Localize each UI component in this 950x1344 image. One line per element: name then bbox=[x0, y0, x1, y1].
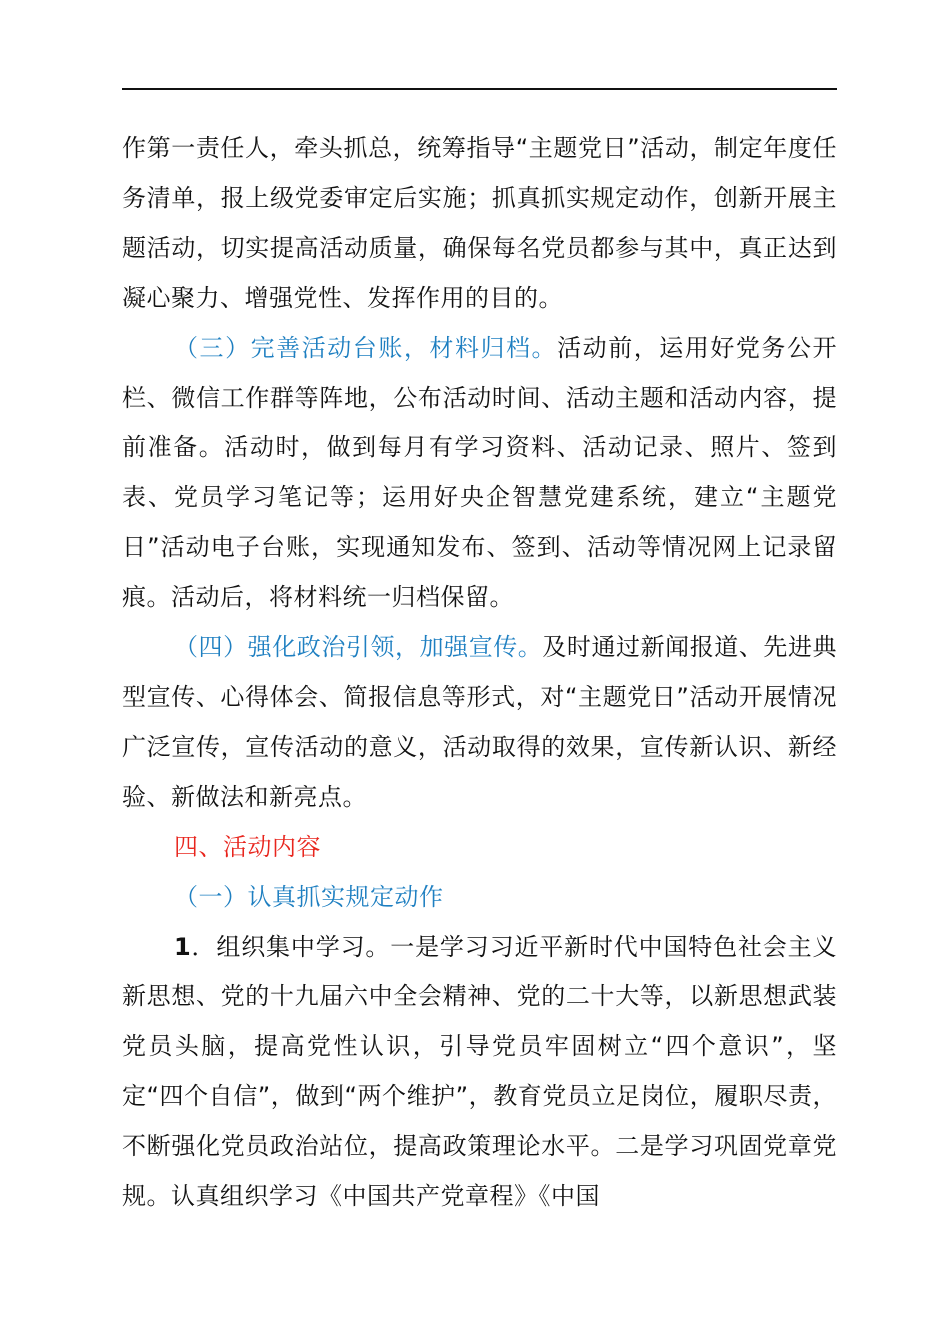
paragraph-centralized-study-text: ．组织集中学习。一是学习习近平新时代中国特色社会主义新思想、党的十九届六中全会精神、党的二十大等，以新思想武装党员头脑，提高党性认识，引导党员牢固树立“四个意识”，坚定“四个自信”，做到“两个维护”，教育党员立足岗位，履职尽责，不断强化党员政治站位，提高政策理论水平。二是学习巩固党章党规。认真组织学习《中国共产党章程》《中国 bbox=[122, 932, 837, 1211]
paragraph-centralized-study bbox=[122, 923, 837, 1222]
paragraph-continued: 作第一责任人，牵头抓总，统筹指导“主题党日”活动，制定年度任务清单，报上级党委审定后实施；抓真抓实规定动作，创新开展主题活动，切实提高活动质量，确保每名党员都参与其中，真正达到凝心聚力、增强党性、发挥作用的目的。 bbox=[122, 134, 837, 312]
paragraph-ledger-text: 活动前，运用好党务公开栏、微信工作群等阵地，公布活动时间、活动主题和活动内容，提前准备。活动时，做到每月有学习资料、活动记录、照片、签到表、党员学习笔记等；运用好央企智慧党建系统，建立“主题党日”活动电子台账，实现通知发布、签到、活动等情况网上记录留痕。活动后，将材料统一归档保留。 bbox=[122, 333, 838, 612]
item-number: 1 bbox=[174, 932, 192, 961]
header-rule bbox=[122, 88, 837, 90]
paragraph-publicity-text: 及时通过新闻报道、先进典型宣传、心得体会、简报信息等形式，对“主题党日”活动开展情况广泛宣传，宣传活动的意义，活动取得的效果，宣传新认识、新经验、新做法和新亮点。 bbox=[122, 633, 838, 811]
document-body bbox=[122, 124, 837, 1222]
subheading-required-actions: （一）认真抓实规定动作 bbox=[174, 882, 444, 911]
paragraph-publicity bbox=[122, 623, 837, 823]
section-heading-activity-content: 四、活动内容 bbox=[174, 832, 321, 861]
subheading-ledger: （三）完善活动台账，材料归档。 bbox=[174, 333, 558, 362]
subheading-publicity: （四）强化政治引领，加强宣传。 bbox=[174, 633, 543, 662]
paragraph-ledger bbox=[122, 324, 837, 623]
